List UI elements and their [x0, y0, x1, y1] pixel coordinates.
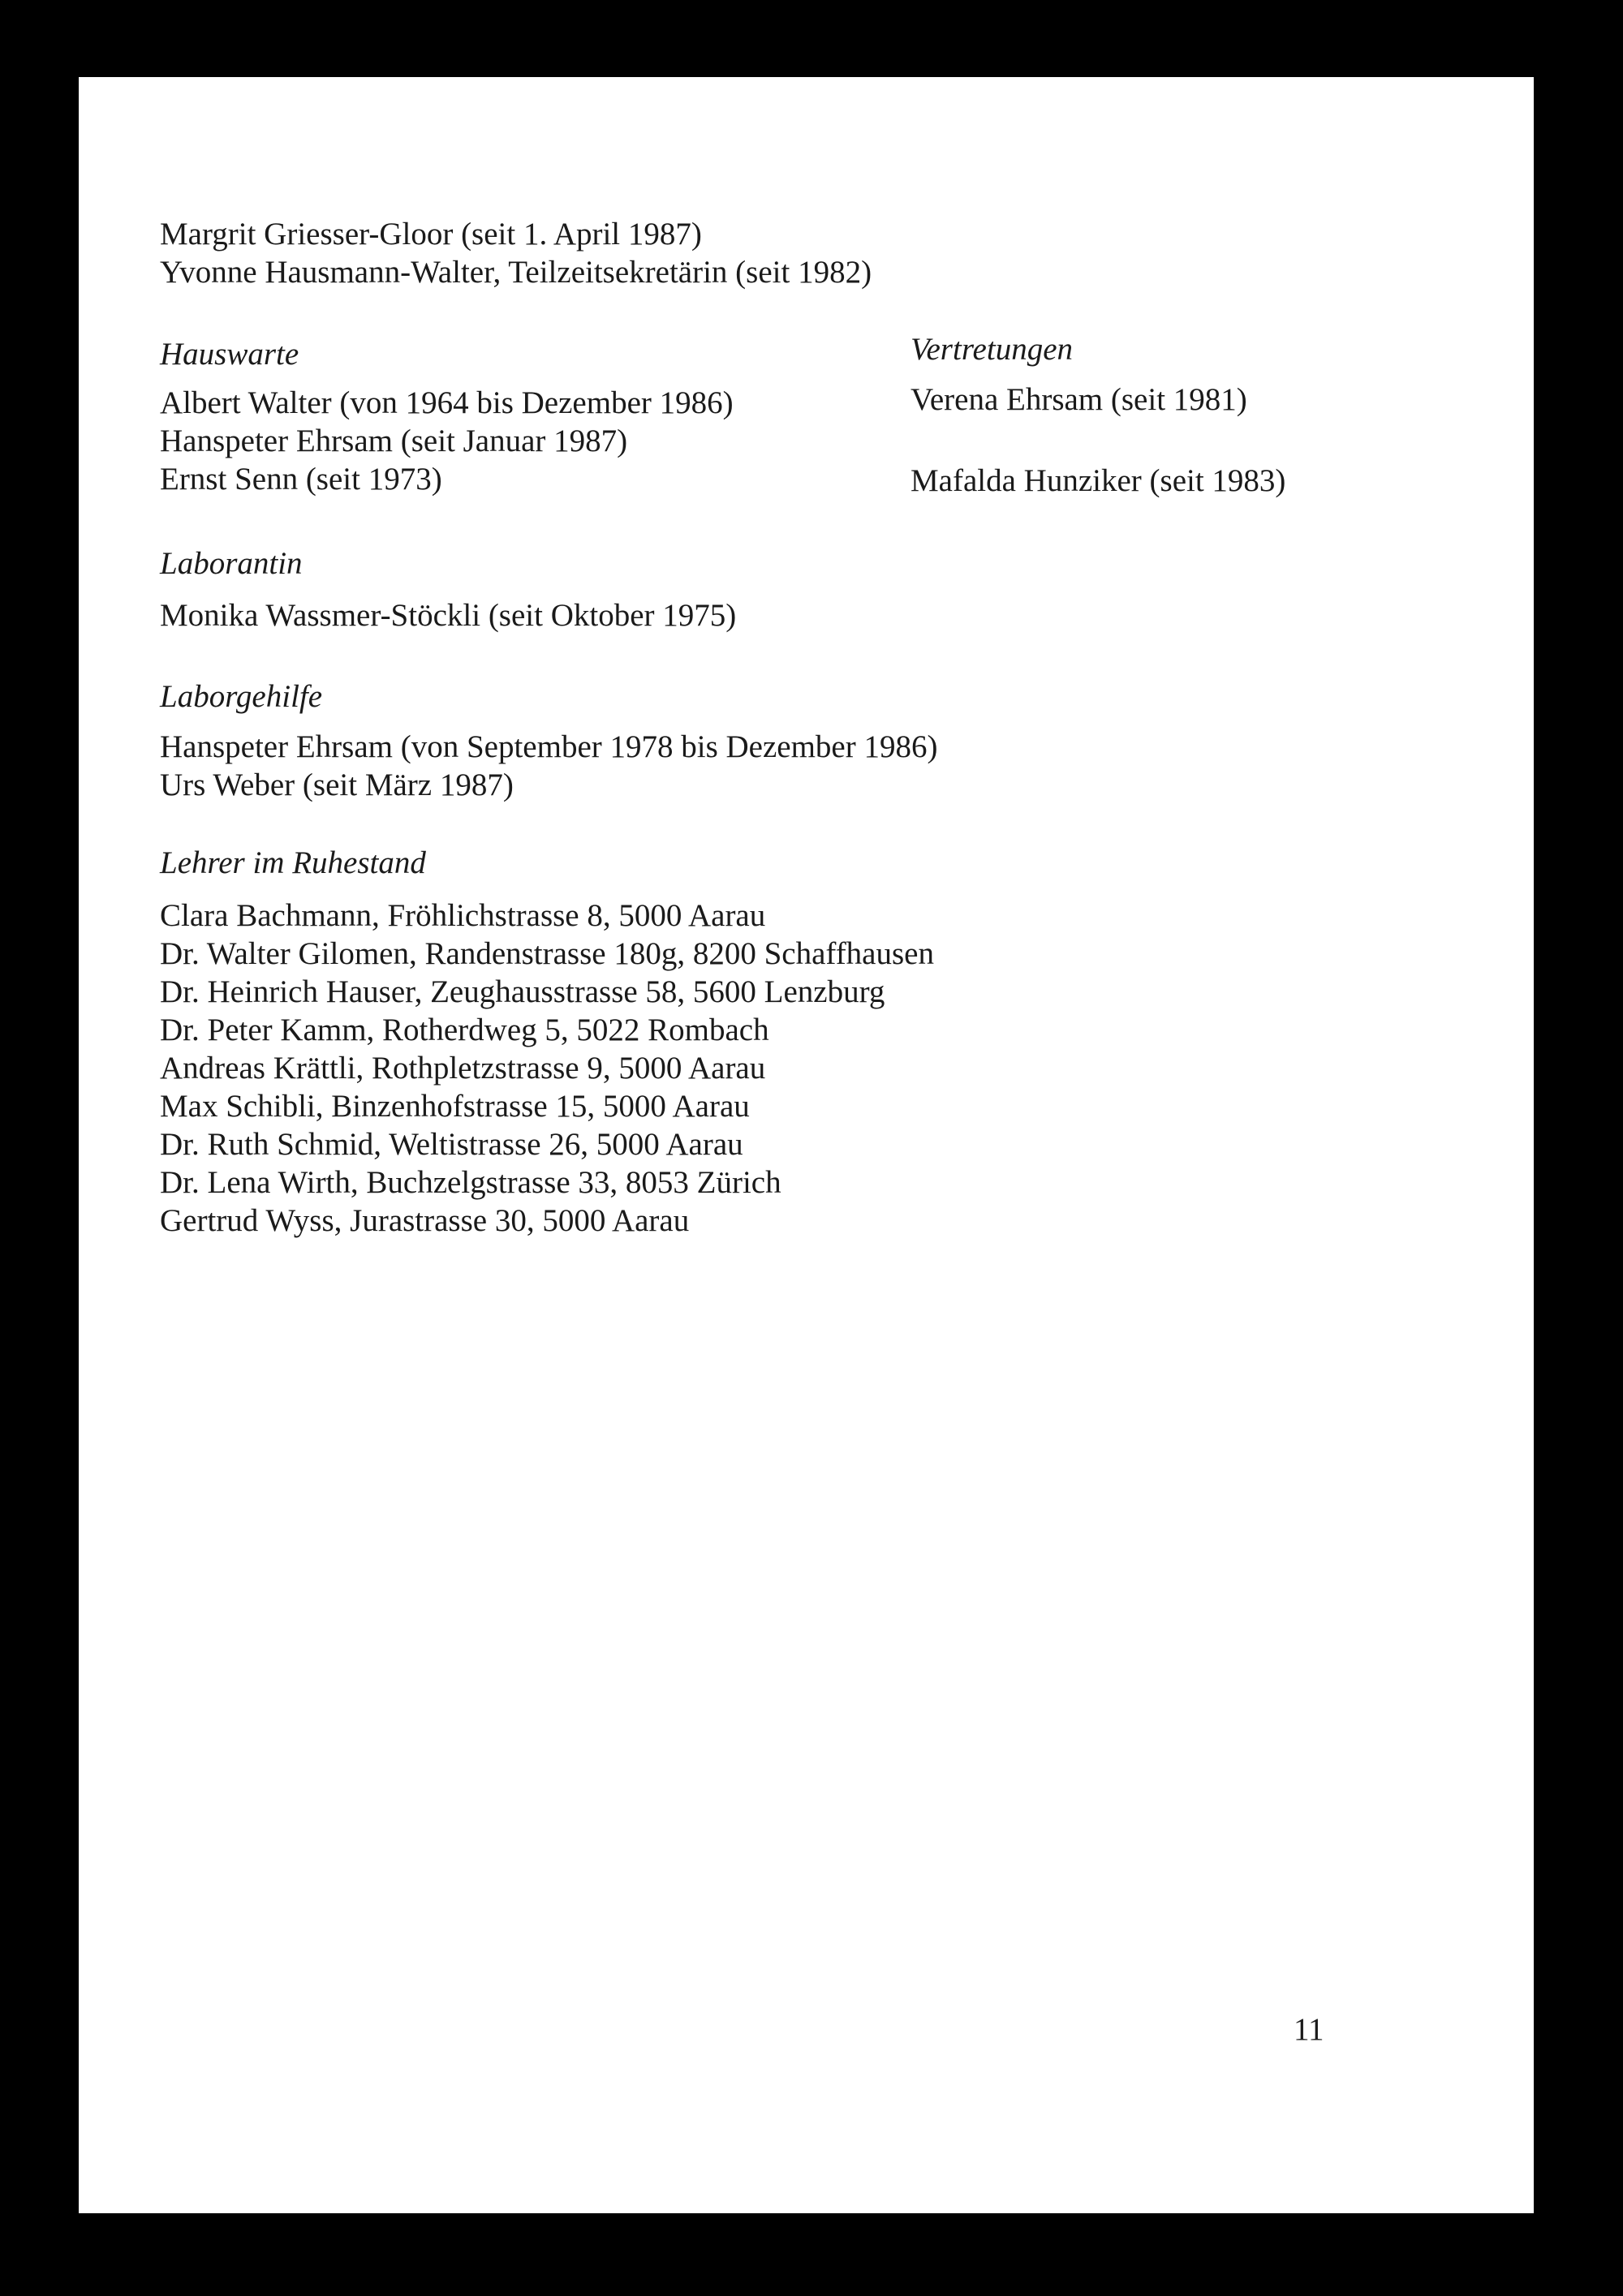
laborgehilfe-list: [160, 728, 937, 804]
laborgehilfe-line: Hanspeter Ehrsam (von September 1978 bis Dezember 1986): [160, 729, 938, 764]
retired-teacher-line: Dr. Walter Gilomen, Randenstrasse 180g, 8200 Schaffhausen: [160, 936, 934, 971]
heading-laborgehilfe: Laborgehilfe: [160, 679, 323, 714]
page-number: 11: [1294, 2012, 1324, 2047]
retired-teacher-line: Max Schibli, Binzenhofstrasse 15, 5000 Aarau: [160, 1089, 750, 1124]
laborantin-list: [160, 596, 736, 634]
heading-laborantin: Laborantin: [160, 546, 303, 581]
retired-teacher-line: Clara Bachmann, Fröhlichstrasse 8, 5000 Aarau: [160, 898, 766, 933]
hauswart-line: Hanspeter Ehrsam (seit Januar 1987): [160, 424, 628, 458]
laborgehilfe-line: Urs Weber (seit März 1987): [160, 767, 514, 802]
retired-teacher-line: Dr. Ruth Schmid, Weltistrasse 26, 5000 Aarau: [160, 1127, 743, 1162]
staff-line: Margrit Griesser-Gloor (seit 1. April 1987): [160, 217, 702, 252]
vertretung-line: Mafalda Hunziker (seit 1983): [911, 463, 1286, 498]
document-page: [79, 77, 1534, 2213]
ruhestand-list: [160, 896, 934, 1240]
hauswarte-list: [160, 384, 734, 498]
staff-line: Yvonne Hausmann-Walter, Teilzeitsekretärin (seit 1982): [160, 255, 872, 290]
vertretung-line: Verena Ehrsam (seit 1981): [911, 382, 1247, 417]
hauswart-line: Albert Walter (von 1964 bis Dezember 1986): [160, 385, 734, 420]
heading-hauswarte: Hauswarte: [160, 337, 299, 372]
retired-teacher-line: Dr. Peter Kamm, Rotherdweg 5, 5022 Rombach: [160, 1013, 769, 1047]
retired-teacher-line: Dr. Lena Wirth, Buchzelgstrasse 33, 8053 Zürich: [160, 1165, 781, 1200]
retired-teacher-line: Gertrud Wyss, Jurastrasse 30, 5000 Aarau: [160, 1203, 690, 1238]
retired-teacher-line: Dr. Heinrich Hauser, Zeughausstrasse 58, 5600 Lenzburg: [160, 974, 885, 1009]
retired-teacher-line: Andreas Krättli, Rothpletzstrasse 9, 5000 Aarau: [160, 1051, 766, 1086]
hauswart-line: Ernst Senn (seit 1973): [160, 462, 442, 497]
staff-list-top: [160, 215, 872, 291]
heading-vertretungen: Vertretungen: [911, 332, 1074, 367]
heading-ruhestand: Lehrer im Ruhestand: [160, 845, 426, 880]
laborantin-line: Monika Wassmer-Stöckli (seit Oktober 1975): [160, 598, 737, 633]
